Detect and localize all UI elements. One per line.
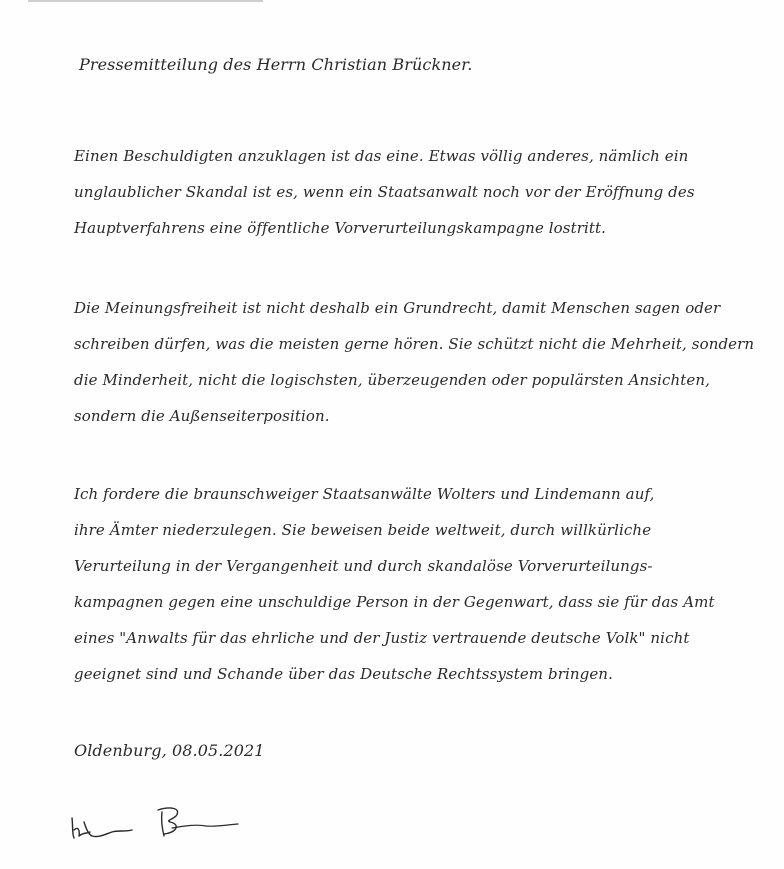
paragraph-line: die Minderheit, nicht die logischsten, überzeugenden oder populärsten Ansichten, <box>74 371 711 389</box>
letter-title: Pressemitteilung des Herrn Christian Brückner. <box>79 55 473 74</box>
paragraph-line: unglaublicher Skandal ist es, wenn ein Staatsanwalt noch vor der Eröffnung des <box>74 183 695 201</box>
handwritten-signature <box>66 800 266 850</box>
top-edge-line <box>28 0 263 2</box>
paragraph-line: geeignet sind und Schande über das Deutsche Rechtssystem bringen. <box>74 665 613 683</box>
paragraph-line: Einen Beschuldigten anzuklagen ist das eine. Etwas völlig anderes, nämlich ein <box>74 147 689 165</box>
paragraph-line: kampagnen gegen eine unschuldige Person in der Gegenwart, dass sie für das Amt <box>74 593 715 611</box>
place-and-date: Oldenburg, 08.05.2021 <box>74 741 265 760</box>
paragraph-line: Hauptverfahrens eine öffentliche Vorverurteilungskampagne lostritt. <box>74 219 607 237</box>
paragraph-2 <box>74 290 754 434</box>
paragraph-3 <box>74 476 754 692</box>
paragraph-line: Verurteilung in der Vergangenheit und durch skandalöse Vorverurteilungs- <box>74 557 653 575</box>
paragraph-line: ihre Ämter niederzulegen. Sie beweisen beide weltweit, durch willkürliche <box>74 521 652 539</box>
paragraph-line: schreiben dürfen, was die meisten gerne hören. Sie schützt nicht die Mehrheit, sondern <box>74 335 755 353</box>
paragraph-line: eines "Anwalts für das ehrliche und der Justiz vertrauende deutsche Volk" nicht <box>74 629 690 647</box>
paragraph-line: sondern die Außenseiterposition. <box>74 407 330 425</box>
paragraph-1 <box>74 138 754 246</box>
paragraph-line: Ich fordere die braunschweiger Staatsanwälte Wolters und Lindemann auf, <box>74 485 655 503</box>
paragraph-line: Die Meinungsfreiheit ist nicht deshalb ein Grundrecht, damit Menschen sagen oder <box>74 299 721 317</box>
